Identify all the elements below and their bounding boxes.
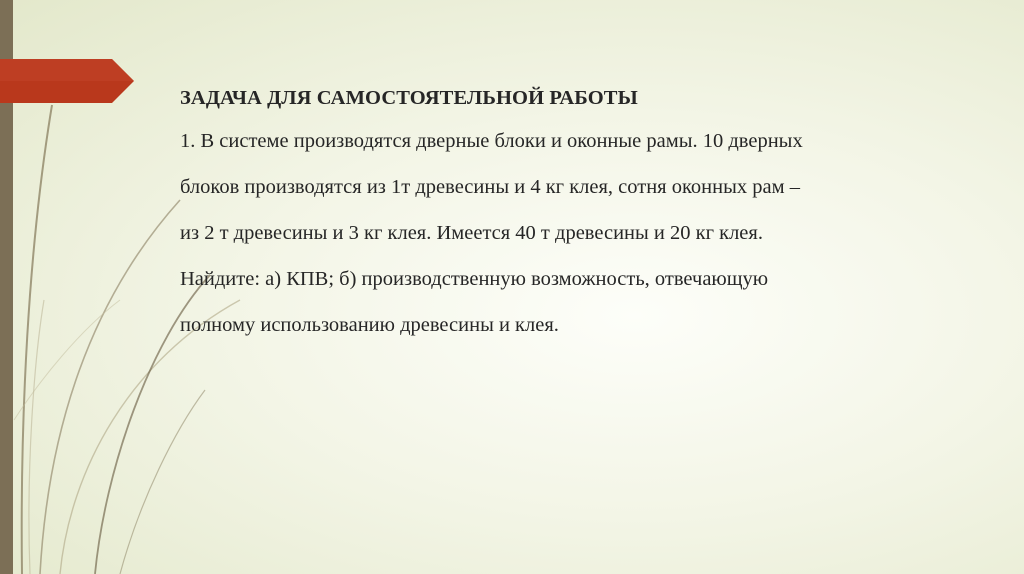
- slide-content: [180, 84, 970, 348]
- body-line-5: полному использованию древесины и клея.: [180, 314, 559, 336]
- body-line-3: из 2 т древесины и 3 кг клея. Имеется 40 т древесины и 20 кг клея.: [180, 222, 763, 244]
- body-line-2: блоков производятся из 1т древесины и 4 кг клея, сотня оконных рам –: [180, 176, 800, 198]
- title-ribbon: [0, 59, 134, 103]
- slide-title: ЗАДАЧА ДЛЯ САМОСТОЯТЕЛЬНОЙ РАБОТЫ: [180, 87, 638, 109]
- body-line-4: Найдите: а) КПВ; б) производственную возможность, отвечающую: [180, 268, 769, 290]
- body-line-1: 1. В системе производятся дверные блоки и оконные рамы. 10 дверных: [180, 130, 803, 152]
